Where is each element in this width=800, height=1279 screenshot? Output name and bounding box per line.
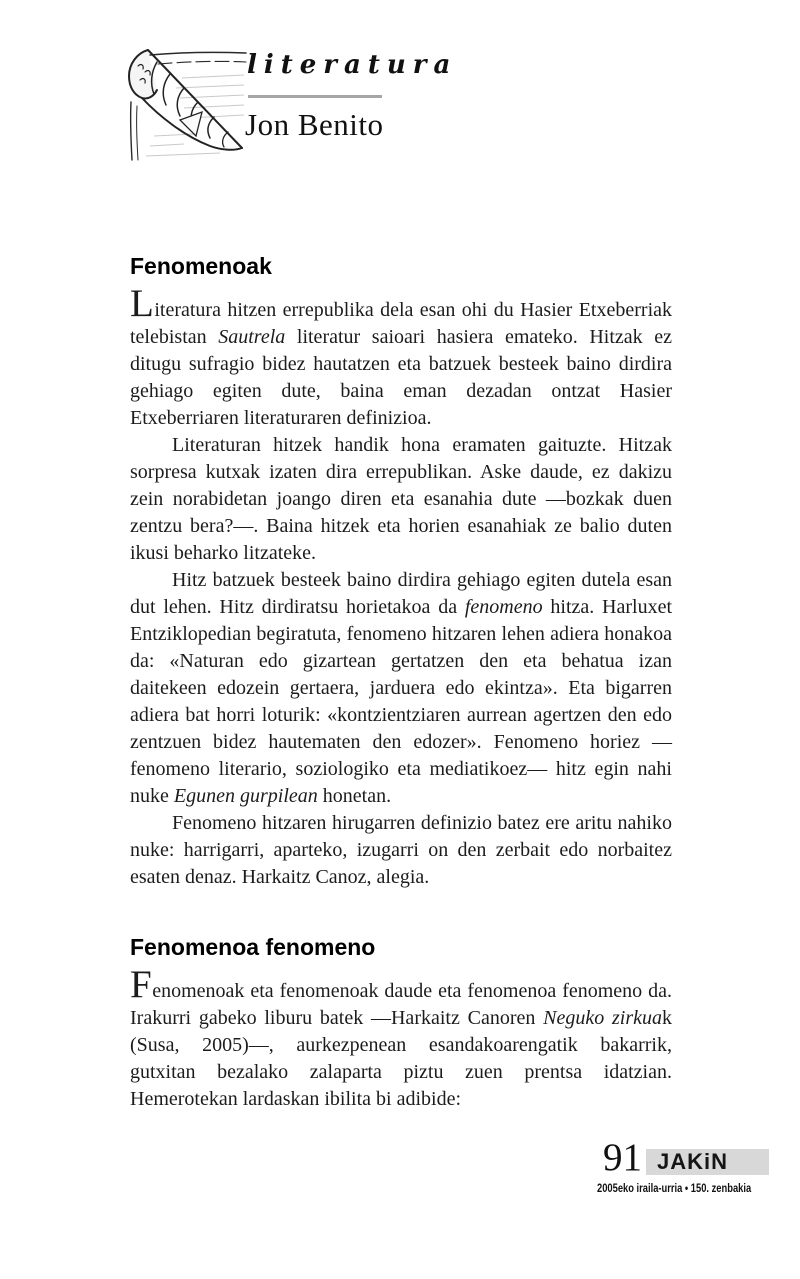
text-run: hitza. Harluxet Entziklopedian begiratuta, fenomeno hitzaren lehen adiera honakoa da: «Naturan edo gizartean gertatzen den eta behatua izan daitekeen edozein gertaera, jarduera edo ekintza». Eta bigarren adiera bat horri loturik: «kontzientziaren aurrean agertzen den edo zentzuen bidez hautematen den edozer». Fenomeno horiez —fenomeno literario, soziologiko eta mediatikoez— hitz egin nahi nuke (130, 596, 673, 807)
magazine-section-label: literatura (247, 50, 458, 80)
italic-text-run: Sautrela (218, 326, 286, 348)
text-run: honetan. (317, 785, 392, 807)
section-heading: Fenomenoa fenomeno (130, 934, 376, 960)
text-run: Literaturan hitzek handik hona eramaten gaituzte. Hitzak sorpresa kutxak izaten dira errepublikan. Aske daude, ez dakizu zein norabidetan joango diren eta esanahia dute —bozkak duen zentzu bera?—. Baina hitzek eta horien esanahiak ze balio duten ikusi beharko litzateke. (130, 434, 672, 564)
article (130, 253, 672, 1113)
text-run: Fenomeno hitzaren hirugarren definizio batez ere aritu nahiko nuke: harrigarri, aparteko, izugarri on den zerbait edo norbaitez esaten denaz. Harkaitz Canoz, alegia. (130, 812, 672, 888)
paragraph (130, 282, 672, 432)
paragraph (130, 567, 672, 810)
journal-brand-logo: JAKiN (657, 1149, 729, 1174)
italic-text-run: Egunen gurpilean (173, 785, 318, 807)
paragraph (130, 432, 672, 567)
issue-info: 2005eko iraila-urria • 150. zenbakia (597, 1181, 752, 1195)
dropcap-initial: L (130, 282, 155, 325)
author-name: Jon Benito (245, 107, 384, 142)
text-run: enomenoak eta fenomenoak daude eta fenomenoa fenomeno da. Irakurri gabeko liburu batek —Harkaitz Canoren (130, 980, 672, 1029)
italic-text-run: Neguko zirkua (543, 1007, 663, 1029)
journal-brand-strip (646, 1149, 769, 1175)
text-run: Hitz batzuek besteek baino dirdira gehiago egiten dutela esan dut lehen. Hitz dirdiratsu horietakoa da (130, 569, 672, 618)
section-heading: Fenomenoak (130, 253, 272, 279)
paragraph (130, 963, 673, 1113)
page-corner-quill-illustration (124, 44, 248, 162)
text-run: k (Susa, 2005)—, aurkezpenean esandakoarengatik bakarrik, gutxitan bezalako zalaparta piztu zuen prentsa idatzian. Hemerotekan lardaskan ibilita bi adibide: (130, 1007, 673, 1110)
header-divider-rule (248, 95, 382, 98)
text-run: literatur saioari hasiera emateko. Hitzak ez ditugu sufragio bidez hautatzen eta batzuek besteek baino dirdira gehiago egiten dute, baina eman dezadan ontzat Hasier Etxeberriaren literaturaren definizioa. (130, 326, 672, 429)
text-run: iteratura hitzen errepublika dela esan ohi du Hasier Etxeberriak telebistan (130, 299, 672, 348)
dropcap-initial: F (130, 963, 153, 1006)
italic-text-run: fenomeno (464, 596, 543, 618)
page-number: 91 (603, 1136, 642, 1179)
paragraph (130, 810, 672, 891)
